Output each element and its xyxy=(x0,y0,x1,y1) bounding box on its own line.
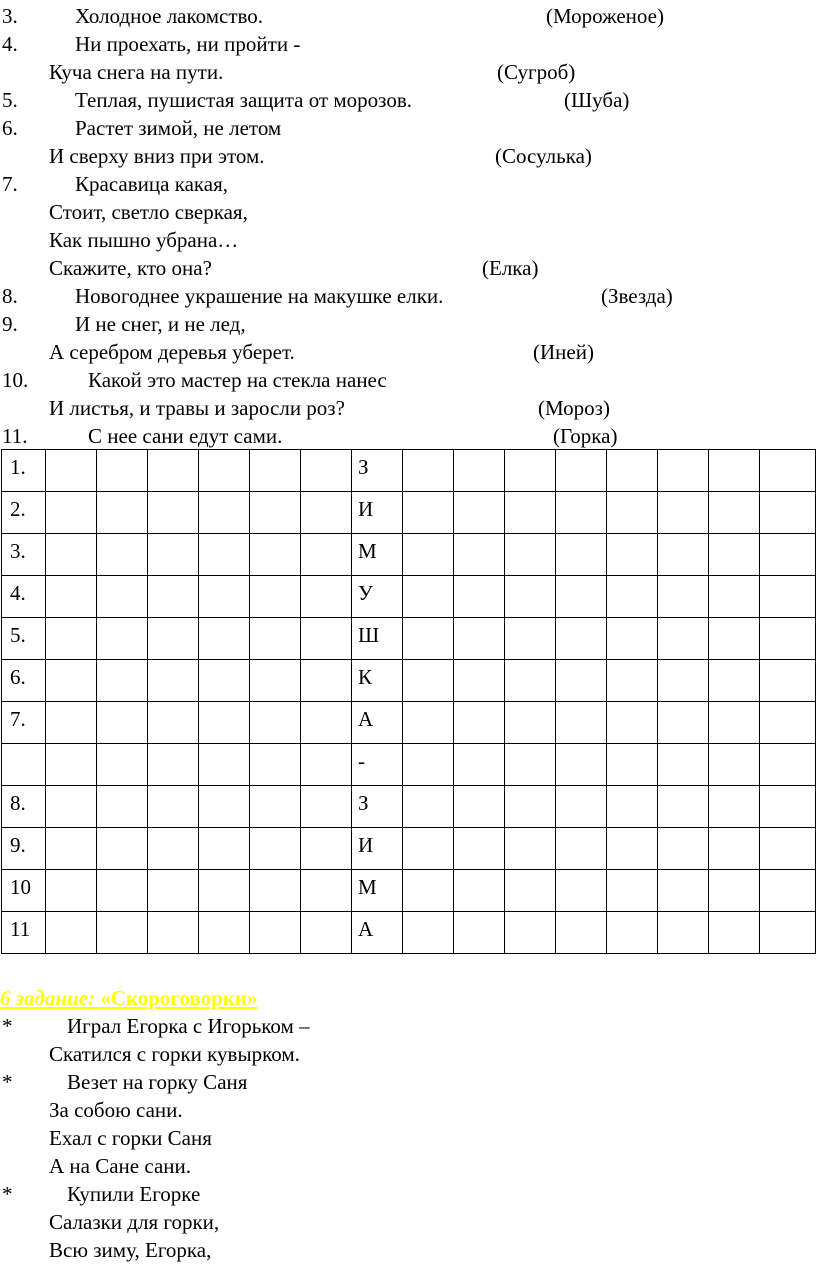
crossword-cell xyxy=(301,450,352,492)
crossword-cell xyxy=(607,912,658,954)
crossword-cell xyxy=(556,492,607,534)
crossword-cell xyxy=(556,534,607,576)
crossword-cell xyxy=(658,492,709,534)
crossword-key-letter: А xyxy=(352,702,403,744)
crossword-cell xyxy=(148,534,199,576)
riddle-number: 7. xyxy=(2,172,18,196)
crossword-row xyxy=(2,912,816,954)
riddle-number: 4. xyxy=(2,32,18,56)
riddle-text: Растет зимой, не летом xyxy=(75,116,282,140)
crossword-cell xyxy=(250,828,301,870)
crossword-cell xyxy=(709,786,760,828)
crossword-cell xyxy=(505,828,556,870)
crossword-row xyxy=(2,786,816,828)
crossword-cell xyxy=(505,660,556,702)
crossword-row xyxy=(2,450,816,492)
crossword-cell xyxy=(760,618,816,660)
crossword-key-letter: З xyxy=(352,450,403,492)
crossword-cell xyxy=(658,576,709,618)
riddle-answer: (Мороз) xyxy=(538,396,610,420)
crossword-cell xyxy=(505,870,556,912)
riddle-text: Холодное лакомство. xyxy=(75,4,264,28)
bullet-asterisk: * xyxy=(2,1070,13,1094)
crossword-cell xyxy=(46,870,97,912)
crossword-cell xyxy=(148,618,199,660)
crossword-cell xyxy=(199,450,250,492)
crossword-cell xyxy=(454,744,505,786)
crossword-row-label xyxy=(2,744,46,786)
tongue-twister-text: Ехал с горки Саня xyxy=(49,1126,212,1150)
crossword-cell xyxy=(301,618,352,660)
riddle-text: Красавица какая, xyxy=(75,172,229,196)
crossword-cell xyxy=(199,660,250,702)
riddle-text: С нее сани едут сами. xyxy=(88,424,283,448)
crossword-key-letter: А xyxy=(352,912,403,954)
crossword-row xyxy=(2,534,816,576)
crossword-grid xyxy=(1,449,816,954)
riddle-text: Теплая, пушистая защита от морозов. xyxy=(75,88,412,112)
crossword-cell xyxy=(607,492,658,534)
crossword-cell xyxy=(454,786,505,828)
crossword-key-letter: М xyxy=(352,870,403,912)
crossword-row xyxy=(2,870,816,912)
crossword-cell xyxy=(97,450,148,492)
crossword-cell xyxy=(148,576,199,618)
riddle-number: 6. xyxy=(2,116,18,140)
tongue-twister-text: За собою сани. xyxy=(49,1098,183,1122)
crossword-cell xyxy=(607,744,658,786)
crossword-cell xyxy=(556,618,607,660)
crossword-cell xyxy=(148,702,199,744)
crossword-row xyxy=(2,702,816,744)
crossword-cell xyxy=(403,828,454,870)
crossword-cell xyxy=(97,870,148,912)
crossword-cell xyxy=(199,618,250,660)
riddle-answer: (Елка) xyxy=(482,256,539,280)
crossword-cell xyxy=(199,576,250,618)
crossword-cell xyxy=(760,534,816,576)
crossword-cell xyxy=(556,912,607,954)
crossword-cell xyxy=(46,828,97,870)
crossword-cell xyxy=(556,576,607,618)
crossword-cell xyxy=(709,744,760,786)
riddle-text: Скажите, кто она? xyxy=(49,256,212,280)
crossword-cell xyxy=(301,534,352,576)
crossword-cell xyxy=(556,870,607,912)
crossword-cell xyxy=(199,828,250,870)
crossword-cell xyxy=(454,702,505,744)
crossword-row-label: 5. xyxy=(2,618,46,660)
crossword-cell xyxy=(658,912,709,954)
crossword-cell xyxy=(607,828,658,870)
crossword-cell xyxy=(403,660,454,702)
crossword-cell xyxy=(556,450,607,492)
crossword-cell xyxy=(505,744,556,786)
crossword-cell xyxy=(46,786,97,828)
crossword-cell xyxy=(403,702,454,744)
bullet-asterisk: * xyxy=(2,1182,13,1206)
crossword-cell xyxy=(97,576,148,618)
crossword-cell xyxy=(46,660,97,702)
riddle-text: Как пышно убрана… xyxy=(49,228,239,252)
crossword-cell xyxy=(199,744,250,786)
crossword-row xyxy=(2,492,816,534)
crossword-cell xyxy=(505,534,556,576)
riddle-text: И не снег, и не лед, xyxy=(75,312,246,336)
crossword-key-letter: И xyxy=(352,828,403,870)
riddle-text: Куча снега на пути. xyxy=(49,60,224,84)
crossword-cell xyxy=(301,786,352,828)
crossword-cell xyxy=(658,450,709,492)
crossword-cell xyxy=(403,912,454,954)
crossword-cell xyxy=(454,618,505,660)
crossword-cell xyxy=(301,702,352,744)
crossword-row-label: 6. xyxy=(2,660,46,702)
crossword-cell xyxy=(301,828,352,870)
crossword-cell xyxy=(760,786,816,828)
crossword-cell xyxy=(148,660,199,702)
crossword-body xyxy=(2,450,816,954)
tongue-twister-text: Везет на горку Саня xyxy=(67,1070,248,1094)
crossword-cell xyxy=(301,660,352,702)
crossword-cell xyxy=(760,492,816,534)
riddle-answer: (Сосулька) xyxy=(495,144,592,168)
riddle-number: 5. xyxy=(2,88,18,112)
crossword-cell xyxy=(97,660,148,702)
crossword-row-label: 3. xyxy=(2,534,46,576)
riddle-number: 8. xyxy=(2,284,18,308)
crossword-cell xyxy=(607,786,658,828)
crossword-cell xyxy=(199,786,250,828)
crossword-cell xyxy=(403,576,454,618)
crossword-cell xyxy=(46,744,97,786)
crossword-cell xyxy=(250,870,301,912)
tongue-twister-text: Салазки для горки, xyxy=(49,1210,220,1234)
crossword-row xyxy=(2,744,816,786)
crossword-row-label: 7. xyxy=(2,702,46,744)
crossword-cell xyxy=(607,870,658,912)
crossword-cell xyxy=(607,450,658,492)
riddle-number: 10. xyxy=(2,368,29,392)
task6-heading-title: «Скороговорки» xyxy=(95,986,258,1010)
crossword-cell xyxy=(760,576,816,618)
crossword-cell xyxy=(250,660,301,702)
crossword-cell xyxy=(97,744,148,786)
crossword-cell xyxy=(403,534,454,576)
crossword-cell xyxy=(97,912,148,954)
crossword-cell xyxy=(505,912,556,954)
crossword-cell xyxy=(148,912,199,954)
crossword-cell xyxy=(556,702,607,744)
riddle-text: И сверху вниз при этом. xyxy=(49,144,265,168)
crossword-cell xyxy=(658,618,709,660)
crossword-cell xyxy=(505,618,556,660)
crossword-cell xyxy=(403,744,454,786)
crossword-cell xyxy=(709,828,760,870)
crossword-row xyxy=(2,660,816,702)
crossword-row-label: 1. xyxy=(2,450,46,492)
riddle-answer: (Мороженое) xyxy=(546,4,664,28)
riddle-answer: (Иней) xyxy=(533,340,594,364)
crossword-cell xyxy=(658,702,709,744)
riddle-answer: (Горка) xyxy=(553,424,618,448)
crossword-cell xyxy=(505,450,556,492)
crossword-cell xyxy=(97,786,148,828)
crossword-cell xyxy=(709,870,760,912)
crossword-cell xyxy=(301,744,352,786)
tongue-twister-text: Всю зиму, Егорка, xyxy=(49,1238,212,1262)
crossword-row xyxy=(2,576,816,618)
crossword-cell xyxy=(505,492,556,534)
tongue-twister-text: Играл Егорка с Игорьком – xyxy=(67,1014,310,1038)
riddle-text: И листья, и травы и заросли роз? xyxy=(49,396,345,420)
riddle-answer: (Сугроб) xyxy=(497,60,576,84)
tongue-twister-text: Скатился с горки кувырком. xyxy=(49,1042,300,1066)
crossword-cell xyxy=(505,576,556,618)
crossword-cell xyxy=(658,828,709,870)
crossword-cell xyxy=(199,912,250,954)
task6-heading xyxy=(0,984,258,1012)
crossword-cell xyxy=(760,702,816,744)
crossword-cell xyxy=(148,870,199,912)
crossword-cell xyxy=(454,576,505,618)
crossword-cell xyxy=(97,702,148,744)
crossword-row-label: 11 xyxy=(2,912,46,954)
crossword-cell xyxy=(97,534,148,576)
crossword-key-letter: З xyxy=(352,786,403,828)
crossword-cell xyxy=(760,870,816,912)
tongue-twister-text: Купили Егорке xyxy=(67,1182,201,1206)
crossword-row xyxy=(2,828,816,870)
crossword-cell xyxy=(46,450,97,492)
crossword-cell xyxy=(301,492,352,534)
crossword-cell xyxy=(658,870,709,912)
crossword-cell xyxy=(250,786,301,828)
tongue-twister-text: А на Сане сани. xyxy=(49,1154,191,1178)
riddle-number: 9. xyxy=(2,312,18,336)
crossword-cell xyxy=(607,660,658,702)
crossword-cell xyxy=(301,912,352,954)
crossword-cell xyxy=(454,450,505,492)
crossword-key-letter: К xyxy=(352,660,403,702)
crossword-cell xyxy=(760,660,816,702)
crossword-cell xyxy=(607,576,658,618)
crossword-cell xyxy=(97,828,148,870)
crossword-cell xyxy=(199,702,250,744)
crossword-cell xyxy=(760,744,816,786)
crossword-cell xyxy=(250,576,301,618)
riddle-text: Какой это мастер на стекла нанес xyxy=(88,368,387,392)
crossword-cell xyxy=(250,618,301,660)
crossword-cell xyxy=(709,702,760,744)
riddle-text: Ни проехать, ни пройти - xyxy=(75,32,301,56)
crossword-key-letter: У xyxy=(352,576,403,618)
crossword-key-letter: - xyxy=(352,744,403,786)
crossword-cell xyxy=(709,492,760,534)
crossword-cell xyxy=(199,534,250,576)
crossword-cell xyxy=(607,702,658,744)
crossword-cell xyxy=(658,660,709,702)
crossword-cell xyxy=(607,618,658,660)
crossword-cell xyxy=(556,828,607,870)
crossword-cell xyxy=(148,492,199,534)
crossword-cell xyxy=(199,870,250,912)
crossword-cell xyxy=(454,828,505,870)
crossword-cell xyxy=(46,576,97,618)
bullet-asterisk: * xyxy=(2,1014,13,1038)
crossword-cell xyxy=(709,534,760,576)
crossword-cell xyxy=(250,702,301,744)
crossword-cell xyxy=(301,576,352,618)
crossword-row-label: 8. xyxy=(2,786,46,828)
crossword-key-letter: И xyxy=(352,492,403,534)
crossword-cell xyxy=(454,870,505,912)
crossword-cell xyxy=(199,492,250,534)
crossword-cell xyxy=(403,618,454,660)
riddle-text: А серебром деревья уберет. xyxy=(49,340,295,364)
crossword-cell xyxy=(505,786,556,828)
crossword-cell xyxy=(607,534,658,576)
crossword-cell xyxy=(709,912,760,954)
task6-heading-number: 6 задание: xyxy=(0,986,96,1010)
crossword-cell xyxy=(760,828,816,870)
crossword-cell xyxy=(760,912,816,954)
crossword-key-letter: М xyxy=(352,534,403,576)
crossword-cell xyxy=(709,450,760,492)
crossword-cell xyxy=(97,492,148,534)
crossword-cell xyxy=(46,492,97,534)
crossword-key-letter: Ш xyxy=(352,618,403,660)
crossword-cell xyxy=(454,534,505,576)
crossword-cell xyxy=(658,534,709,576)
crossword-cell xyxy=(556,660,607,702)
crossword-row-label: 4. xyxy=(2,576,46,618)
crossword-cell xyxy=(148,828,199,870)
crossword-cell xyxy=(556,786,607,828)
crossword-cell xyxy=(46,618,97,660)
crossword-cell xyxy=(250,450,301,492)
riddle-answer: (Шуба) xyxy=(564,88,630,112)
crossword-cell xyxy=(556,744,607,786)
crossword-cell xyxy=(505,702,556,744)
crossword-cell xyxy=(403,492,454,534)
crossword-cell xyxy=(250,912,301,954)
crossword-row-label: 9. xyxy=(2,828,46,870)
crossword-row-label: 2. xyxy=(2,492,46,534)
crossword-cell xyxy=(454,912,505,954)
crossword-cell xyxy=(403,786,454,828)
crossword-cell xyxy=(301,870,352,912)
crossword-cell xyxy=(250,492,301,534)
crossword-cell xyxy=(250,534,301,576)
crossword-cell xyxy=(658,744,709,786)
crossword-row xyxy=(2,618,816,660)
riddle-answer: (Звезда) xyxy=(601,284,673,308)
riddle-number: 11. xyxy=(2,424,28,448)
crossword-cell xyxy=(148,786,199,828)
crossword-cell xyxy=(709,618,760,660)
crossword-cell xyxy=(148,744,199,786)
crossword-cell xyxy=(709,660,760,702)
crossword-cell xyxy=(454,492,505,534)
crossword-cell xyxy=(148,450,199,492)
crossword-cell xyxy=(403,450,454,492)
riddle-number: 3. xyxy=(2,4,18,28)
crossword-cell xyxy=(709,576,760,618)
crossword-cell xyxy=(46,534,97,576)
crossword-cell xyxy=(760,450,816,492)
crossword-row-label: 10 xyxy=(2,870,46,912)
crossword-cell xyxy=(97,618,148,660)
crossword-cell xyxy=(46,912,97,954)
riddle-text: Новогоднее украшение на макушке елки. xyxy=(75,284,444,308)
crossword-cell xyxy=(403,870,454,912)
crossword-cell xyxy=(250,744,301,786)
crossword-cell xyxy=(46,702,97,744)
crossword-cell xyxy=(454,660,505,702)
crossword-cell xyxy=(658,786,709,828)
riddle-text: Стоит, светло сверкая, xyxy=(49,200,248,224)
